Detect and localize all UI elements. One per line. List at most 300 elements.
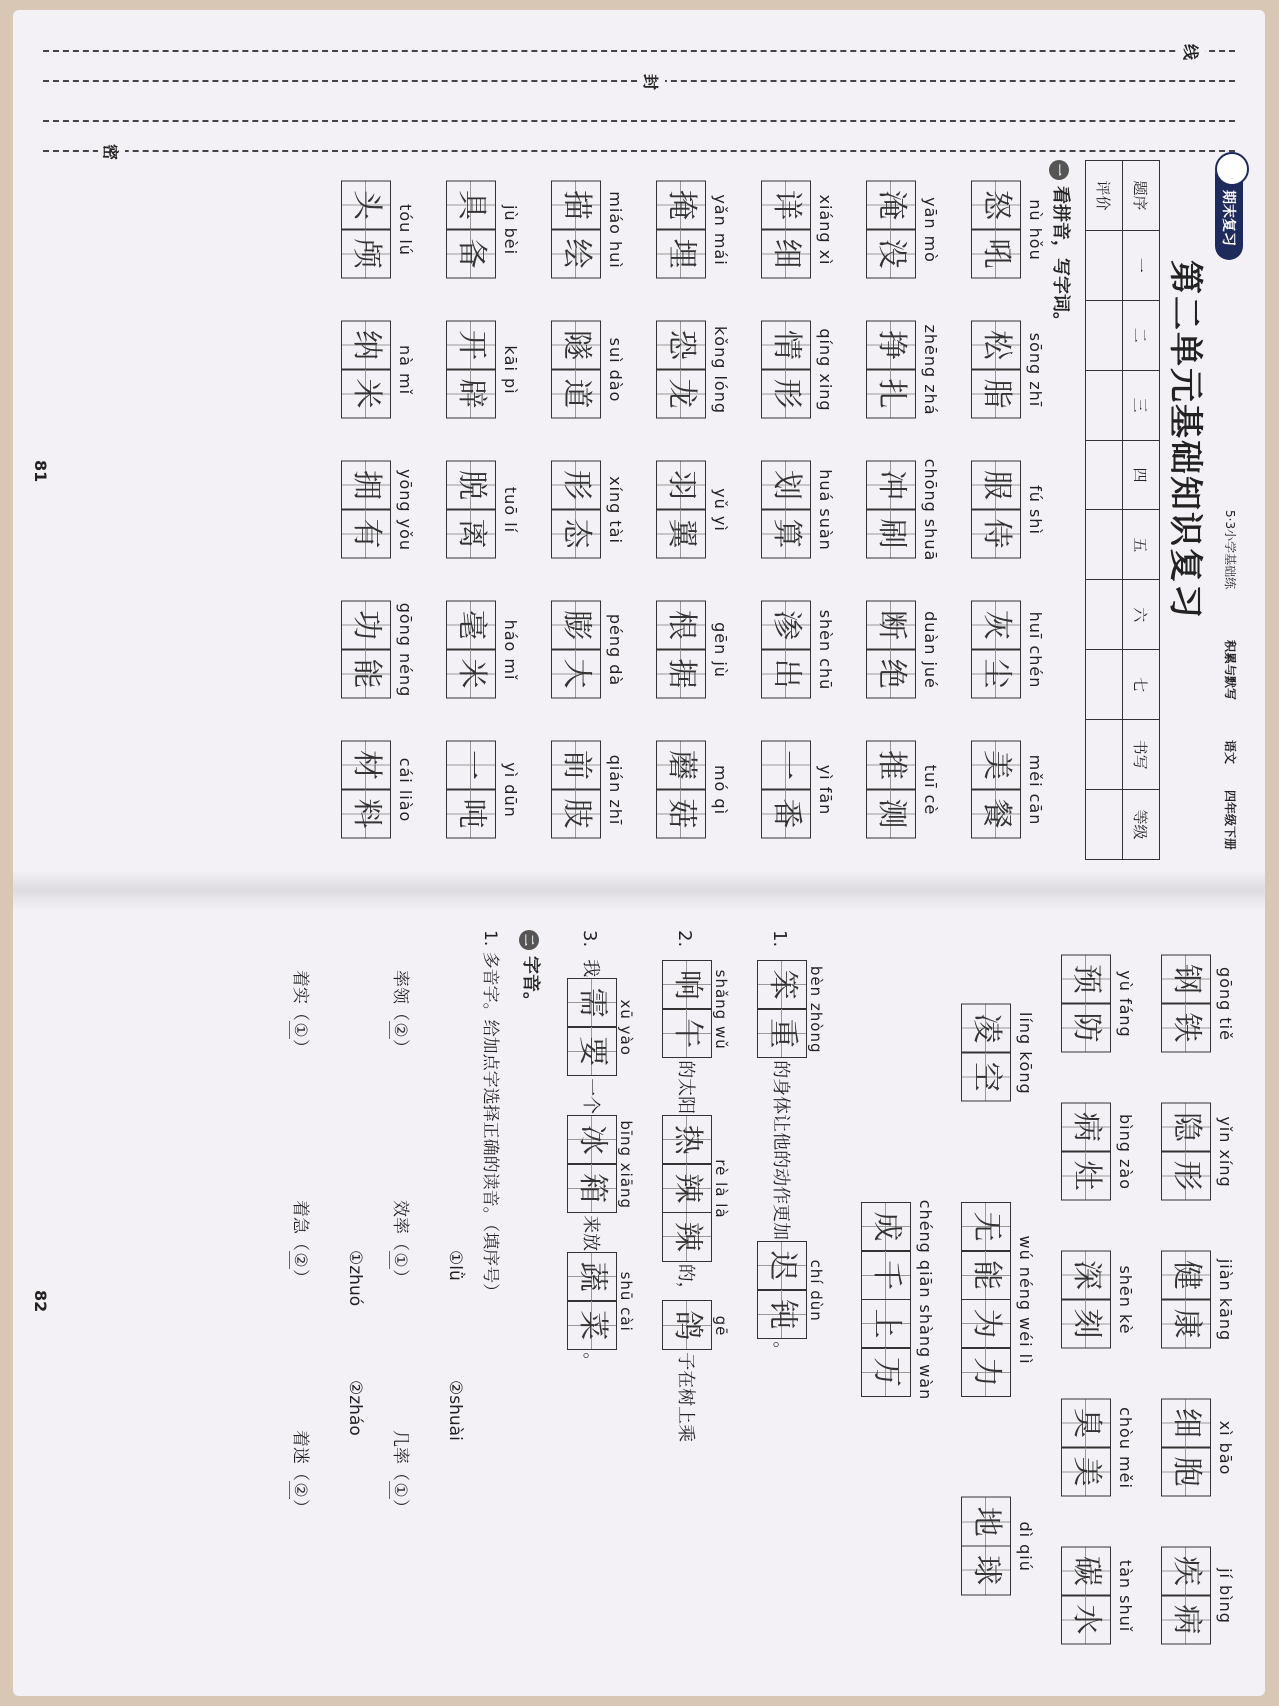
char-box[interactable]: 态 — [551, 509, 601, 559]
answer-value[interactable]: ① — [290, 1022, 310, 1038]
word-row — [940, 160, 1045, 860]
char-box[interactable]: 挣 — [866, 320, 916, 370]
word-row — [835, 160, 940, 860]
score-header-cell: 一 — [1123, 230, 1160, 300]
char-box[interactable]: 热 — [662, 1115, 712, 1165]
pinyin-label: xū yào — [617, 999, 635, 1056]
word-item — [730, 300, 835, 440]
score-header-cell: 七 — [1123, 650, 1160, 720]
writing-boxes — [1161, 1104, 1211, 1201]
char-box[interactable]: 康 — [1161, 1299, 1211, 1349]
char-box[interactable]: 材 — [341, 740, 391, 790]
char-box[interactable]: 辣 — [662, 1212, 712, 1262]
char-box[interactable]: 颅 — [341, 229, 391, 279]
char-box[interactable]: 钝 — [757, 1289, 807, 1339]
char-box[interactable]: 功 — [341, 600, 391, 650]
word-item — [625, 580, 730, 720]
char-box[interactable]: 菇 — [656, 789, 706, 839]
char-box[interactable]: 形 — [761, 369, 811, 419]
pinyin-label: tuō lí — [501, 486, 520, 534]
writing-boxes — [757, 1242, 807, 1339]
pinyin-label: huī chén — [1026, 611, 1045, 689]
writing-boxes — [341, 742, 391, 839]
char-box[interactable]: 细 — [761, 229, 811, 279]
pinyin-label: gōng néng — [396, 602, 415, 698]
word-row — [730, 160, 835, 860]
word-item — [835, 160, 940, 300]
writing-boxes — [567, 979, 617, 1076]
char-box[interactable]: 刻 — [1061, 1299, 1111, 1349]
char-box[interactable]: 龙 — [656, 369, 706, 419]
pinyin-label: shū cài — [617, 1271, 635, 1332]
polyphone-question: 1. 多音字。给加点字选择正确的读音。（填序号） — [480, 930, 500, 1301]
char-box[interactable]: 防 — [1061, 1003, 1111, 1053]
word-item — [940, 160, 1045, 300]
writing-boxes — [761, 182, 811, 279]
char-box[interactable]: 松 — [971, 320, 1021, 370]
char-box[interactable]: 臭 — [1061, 1398, 1111, 1448]
polyphone-option: ①zhuó — [345, 1250, 365, 1307]
char-box[interactable]: 无 — [961, 1202, 1011, 1252]
char-box[interactable]: 尘 — [971, 649, 1021, 699]
char-box[interactable]: 菜 — [567, 1300, 617, 1350]
answer-value[interactable]: ② — [290, 1252, 310, 1268]
char-box[interactable]: 扎 — [866, 369, 916, 419]
score-cell — [1086, 790, 1123, 860]
answer-value[interactable]: ① — [390, 1482, 410, 1498]
char-box[interactable]: 肢 — [551, 789, 601, 839]
pinyin-label: dì qiú — [1016, 1521, 1035, 1572]
writing-boxes — [567, 1116, 617, 1213]
item-bracket: ） — [390, 1039, 410, 1056]
word-item — [835, 720, 940, 860]
score-cell — [1086, 230, 1123, 300]
book-fold — [13, 870, 1265, 910]
word-row — [1135, 930, 1235, 1670]
char-box[interactable]: 一 — [446, 740, 496, 790]
word-grid-continued — [835, 930, 1235, 1670]
answer-value[interactable]: ② — [290, 1482, 310, 1498]
item-label: 着迷（ — [290, 1430, 310, 1481]
char-box[interactable]: 翼 — [656, 509, 706, 559]
word-item — [1035, 1226, 1135, 1374]
char-box[interactable]: 蘑 — [656, 740, 706, 790]
writing-boxes — [866, 322, 916, 419]
char-box[interactable]: 病 — [1161, 1595, 1211, 1645]
sentence-text: 的太阳 — [675, 1060, 696, 1115]
char-box[interactable]: 餐 — [971, 789, 1021, 839]
char-box[interactable]: 淹 — [866, 180, 916, 230]
answer-value[interactable]: ① — [390, 1252, 410, 1268]
char-box[interactable]: 要 — [567, 1026, 617, 1076]
char-box[interactable]: 能 — [341, 649, 391, 699]
pinyin-label: yǐn xíng — [1216, 1116, 1235, 1188]
writing-boxes — [1161, 1400, 1211, 1497]
char-box[interactable]: 羽 — [656, 460, 706, 510]
char-box[interactable]: 疾 — [1161, 1546, 1211, 1596]
inline-word — [662, 1302, 730, 1351]
writing-boxes — [656, 322, 706, 419]
word-row — [415, 160, 520, 860]
word-item — [415, 300, 520, 440]
pinyin-label: qián zhī — [606, 754, 625, 826]
char-box[interactable]: 大 — [551, 649, 601, 699]
char-box[interactable]: 箱 — [567, 1163, 617, 1213]
char-box[interactable]: 吨 — [446, 789, 496, 839]
char-box[interactable]: 鸽 — [662, 1300, 712, 1350]
word-item — [835, 440, 940, 580]
pinyin-label: yān mò — [921, 197, 940, 263]
word-row — [625, 160, 730, 860]
char-box[interactable]: 详 — [761, 180, 811, 230]
char-box[interactable]: 细 — [1161, 1398, 1211, 1448]
pinyin-label: tàn shuǐ — [1116, 1559, 1135, 1633]
char-box[interactable]: 拥 — [341, 460, 391, 510]
score-header-cell: 等级 — [1123, 790, 1160, 860]
char-box[interactable]: 隐 — [1161, 1102, 1211, 1152]
inline-word — [662, 1116, 730, 1262]
writing-boxes — [961, 1005, 1011, 1102]
score-cell — [1086, 300, 1123, 370]
char-box[interactable]: 描 — [551, 180, 601, 230]
writing-boxes — [971, 322, 1021, 419]
polyphone-item — [389, 1200, 415, 1286]
char-box[interactable]: 番 — [761, 789, 811, 839]
writing-boxes — [1061, 1400, 1111, 1497]
word-row — [935, 930, 1035, 1670]
char-box[interactable]: 美 — [971, 740, 1021, 790]
inline-word — [567, 979, 635, 1076]
char-box[interactable]: 料 — [341, 789, 391, 839]
pinyin-label: péng dà — [606, 613, 625, 687]
pinyin-label: chòu měi — [1116, 1407, 1135, 1489]
char-box[interactable]: 绝 — [866, 649, 916, 699]
char-box[interactable]: 碳 — [1061, 1546, 1111, 1596]
char-box[interactable]: 午 — [662, 1008, 712, 1058]
item-label: 率领（ — [390, 970, 410, 1021]
char-box[interactable]: 怒 — [971, 180, 1021, 230]
subject-name: 语文 — [1223, 740, 1237, 765]
char-box[interactable]: 渗 — [761, 600, 811, 650]
word-item — [1135, 1522, 1235, 1670]
pinyin-label: huá suàn — [816, 469, 835, 551]
writing-boxes — [961, 1203, 1011, 1397]
char-box[interactable]: 水 — [1061, 1595, 1111, 1645]
char-box[interactable]: 划 — [761, 460, 811, 510]
word-row — [835, 930, 935, 1670]
binding-mark-mi: 密 — [98, 142, 125, 162]
score-header-cell: 题序 — [1123, 161, 1160, 231]
section-1-title — [1049, 160, 1075, 330]
inline-word — [567, 1116, 635, 1213]
char-box[interactable]: 万 — [861, 1347, 911, 1397]
item-label: 几率（ — [390, 1430, 410, 1481]
char-box[interactable]: 开 — [446, 320, 496, 370]
word-item — [625, 720, 730, 860]
polyphone-option: ②shuài — [445, 1380, 465, 1441]
char-box[interactable]: 没 — [866, 229, 916, 279]
writing-boxes — [971, 182, 1021, 279]
char-box[interactable]: 病 — [1061, 1102, 1111, 1152]
item-bracket: ） — [290, 1269, 310, 1286]
pinyin-label: chōng shuā — [921, 458, 940, 562]
char-box[interactable]: 情 — [761, 320, 811, 370]
char-box[interactable]: 冰 — [567, 1115, 617, 1165]
char-box[interactable]: 迟 — [757, 1241, 807, 1291]
char-box[interactable]: 预 — [1061, 954, 1111, 1004]
char-box[interactable]: 灶 — [1061, 1151, 1111, 1201]
pinyin-label: xíng tài — [606, 476, 625, 544]
char-box[interactable]: 深 — [1061, 1250, 1111, 1300]
word-item — [310, 160, 415, 300]
writing-boxes — [1061, 956, 1111, 1053]
word-item — [415, 580, 520, 720]
word-row — [310, 160, 415, 860]
char-box[interactable]: 根 — [656, 600, 706, 650]
polyphone-item — [289, 1430, 315, 1516]
word-row — [520, 160, 625, 860]
pinyin-label: xiáng xì — [816, 194, 835, 266]
writing-boxes — [446, 742, 496, 839]
char-box[interactable]: 凌 — [961, 1003, 1011, 1053]
writing-boxes — [446, 462, 496, 559]
section-number-icon: 一 — [1049, 160, 1069, 180]
char-box[interactable]: 膨 — [551, 600, 601, 650]
char-box[interactable]: 侍 — [971, 509, 1021, 559]
char-box[interactable]: 蔬 — [567, 1252, 617, 1302]
char-box[interactable]: 吼 — [971, 229, 1021, 279]
writing-boxes — [551, 742, 601, 839]
word-item — [730, 160, 835, 300]
char-box[interactable]: 离 — [446, 509, 496, 559]
char-box[interactable]: 出 — [761, 649, 811, 699]
char-box[interactable]: 备 — [446, 229, 496, 279]
sentence-line — [567, 930, 635, 1370]
sentence-text: 的， — [675, 1263, 696, 1300]
pinyin-label: duàn jué — [921, 611, 940, 689]
char-box[interactable]: 埋 — [656, 229, 706, 279]
word-item — [730, 440, 835, 580]
pinyin-label: yì dūn — [501, 762, 520, 818]
score-table — [1085, 160, 1160, 860]
pinyin-label: fú shì — [1026, 485, 1045, 535]
book-name: 积累与默写 — [1223, 640, 1237, 701]
char-box[interactable]: 铁 — [1161, 1003, 1211, 1053]
char-box[interactable]: 胞 — [1161, 1447, 1211, 1497]
writing-boxes — [961, 1498, 1011, 1595]
pinyin-label: yōng yǒu — [396, 468, 415, 552]
word-item — [520, 300, 625, 440]
cartoon-girl-icon — [1215, 152, 1249, 186]
char-box[interactable]: 纳 — [341, 320, 391, 370]
word-item — [310, 580, 415, 720]
char-box[interactable]: 服 — [971, 460, 1021, 510]
polyphone-item — [389, 970, 415, 1056]
char-box[interactable]: 灰 — [971, 600, 1021, 650]
char-box[interactable]: 为 — [961, 1299, 1011, 1349]
writing-boxes — [656, 462, 706, 559]
char-box[interactable]: 空 — [961, 1052, 1011, 1102]
open-workbook — [13, 10, 1265, 1696]
pinyin-label: kāi pì — [501, 345, 520, 395]
char-box[interactable]: 绘 — [551, 229, 601, 279]
pinyin-label: tóu lú — [396, 204, 415, 256]
word-item — [625, 160, 730, 300]
char-box[interactable]: 断 — [866, 600, 916, 650]
char-box[interactable]: 健 — [1161, 1250, 1211, 1300]
char-box[interactable]: 米 — [446, 649, 496, 699]
pinyin-label: miáo huì — [606, 191, 625, 269]
writing-boxes — [551, 462, 601, 559]
writing-boxes — [446, 602, 496, 699]
pinyin-label: líng kōng — [1016, 1012, 1035, 1095]
char-box[interactable]: 力 — [961, 1347, 1011, 1397]
sentence-text: 子在树上乘 — [675, 1352, 696, 1443]
pinyin-label: suì dào — [606, 337, 625, 403]
score-cell — [1086, 370, 1123, 440]
pinyin-label: mó qì — [711, 764, 730, 816]
word-item — [625, 440, 730, 580]
char-box[interactable]: 脂 — [971, 369, 1021, 419]
char-box[interactable]: 上 — [861, 1299, 911, 1349]
writing-boxes — [446, 182, 496, 279]
word-item — [935, 930, 1035, 1177]
writing-boxes — [1161, 1252, 1211, 1349]
char-box[interactable]: 冲 — [866, 460, 916, 510]
char-box[interactable]: 一 — [761, 740, 811, 790]
score-header-cell: 二 — [1123, 300, 1160, 370]
section-number-icon: 二 — [519, 930, 539, 950]
char-box[interactable]: 恐 — [656, 320, 706, 370]
char-box[interactable]: 响 — [662, 960, 712, 1010]
pinyin-label: bīng xiāng — [617, 1120, 635, 1210]
polyphone-item — [289, 1200, 315, 1286]
pinyin-label: yǔ yì — [711, 488, 730, 532]
writing-boxes — [662, 961, 712, 1058]
char-box[interactable]: 刷 — [866, 509, 916, 559]
char-box[interactable]: 脱 — [446, 460, 496, 510]
sentence-line — [757, 930, 825, 1359]
pinyin-label: wú néng wéi lì — [1016, 1235, 1035, 1365]
score-cell — [1086, 720, 1123, 790]
writing-boxes — [866, 182, 916, 279]
polyphone-item — [289, 970, 315, 1056]
char-box[interactable]: 球 — [961, 1545, 1011, 1595]
char-box[interactable]: 辟 — [446, 369, 496, 419]
word-item — [1135, 930, 1235, 1078]
section-2-label: 字音。 — [520, 956, 541, 1010]
section-2-title — [519, 930, 545, 1010]
item-label: 着急（ — [290, 1200, 310, 1251]
writing-boxes — [662, 1116, 712, 1262]
char-box[interactable]: 具 — [446, 180, 496, 230]
char-box[interactable]: 辣 — [662, 1163, 712, 1213]
char-box[interactable]: 米 — [341, 369, 391, 419]
char-box[interactable]: 毫 — [446, 600, 496, 650]
char-box[interactable]: 地 — [961, 1497, 1011, 1547]
sentence-text: 。 — [770, 1341, 791, 1360]
char-box[interactable]: 道 — [551, 369, 601, 419]
char-box[interactable]: 重 — [757, 1008, 807, 1058]
writing-boxes — [551, 322, 601, 419]
word-item — [415, 720, 520, 860]
char-box[interactable]: 算 — [761, 509, 811, 559]
char-box[interactable]: 掩 — [656, 180, 706, 230]
dash-line — [43, 150, 1235, 152]
pinyin-label: gēn jù — [711, 622, 730, 678]
score-header-cell: 三 — [1123, 370, 1160, 440]
word-item — [520, 720, 625, 860]
pinyin-label: gē — [712, 1315, 730, 1337]
char-box[interactable]: 钢 — [1161, 954, 1211, 1004]
char-box[interactable]: 形 — [1161, 1151, 1211, 1201]
writing-boxes — [1061, 1104, 1111, 1201]
dash-line — [43, 120, 1235, 122]
word-item — [835, 930, 935, 1670]
page-number-left: 81 — [31, 460, 50, 483]
item-label: 效率（ — [390, 1200, 410, 1251]
char-box[interactable]: 隧 — [551, 320, 601, 370]
sentence-text: 2. — [674, 930, 695, 948]
char-box[interactable]: 美 — [1061, 1447, 1111, 1497]
writing-boxes — [1161, 956, 1211, 1053]
pinyin-label: měi cān — [1026, 754, 1045, 826]
word-item — [310, 720, 415, 860]
pinyin-label: tuī cè — [921, 764, 940, 816]
word-item — [1135, 1226, 1235, 1374]
char-box[interactable]: 千 — [861, 1250, 911, 1300]
answer-value[interactable]: ② — [390, 1022, 410, 1038]
sentence-text: 1. — [769, 930, 790, 948]
score-cell — [1086, 650, 1123, 720]
pinyin-label: gōng tiě — [1216, 967, 1235, 1041]
item-bracket: ） — [390, 1269, 410, 1286]
char-box[interactable]: 需 — [567, 978, 617, 1028]
writing-boxes — [341, 182, 391, 279]
char-box[interactable]: 测 — [866, 789, 916, 839]
item-bracket: ） — [390, 1499, 410, 1516]
char-box[interactable]: 有 — [341, 509, 391, 559]
pinyin-label: kǒng lóng — [711, 326, 730, 414]
char-box[interactable]: 能 — [961, 1250, 1011, 1300]
pinyin-label: bìng zào — [1116, 1114, 1135, 1190]
score-table-eval-row — [1086, 161, 1123, 860]
char-box[interactable]: 成 — [861, 1202, 911, 1252]
char-box[interactable]: 笨 — [757, 960, 807, 1010]
page-81 — [13, 10, 1265, 870]
inline-word — [757, 1242, 825, 1339]
inline-word — [662, 961, 730, 1058]
pinyin-label: zhēng zhá — [921, 324, 940, 416]
pinyin-label: shǎng wǔ — [712, 969, 730, 1050]
inline-word — [567, 1253, 635, 1350]
char-box[interactable]: 前 — [551, 740, 601, 790]
word-item — [1035, 1374, 1135, 1522]
word-item — [1035, 1078, 1135, 1226]
writing-boxes — [971, 462, 1021, 559]
writing-boxes — [761, 322, 811, 419]
char-box[interactable]: 推 — [866, 740, 916, 790]
word-item — [310, 440, 415, 580]
char-box[interactable]: 形 — [551, 460, 601, 510]
score-eval-label: 评价 — [1086, 161, 1123, 231]
char-box[interactable]: 据 — [656, 649, 706, 699]
sentence-text: 。 — [580, 1352, 601, 1371]
writing-boxes — [866, 602, 916, 699]
char-box[interactable]: 头 — [341, 180, 391, 230]
pinyin-label: shèn chū — [816, 609, 835, 691]
sentence-text: 的身体让他的动作更加 — [770, 1060, 791, 1241]
